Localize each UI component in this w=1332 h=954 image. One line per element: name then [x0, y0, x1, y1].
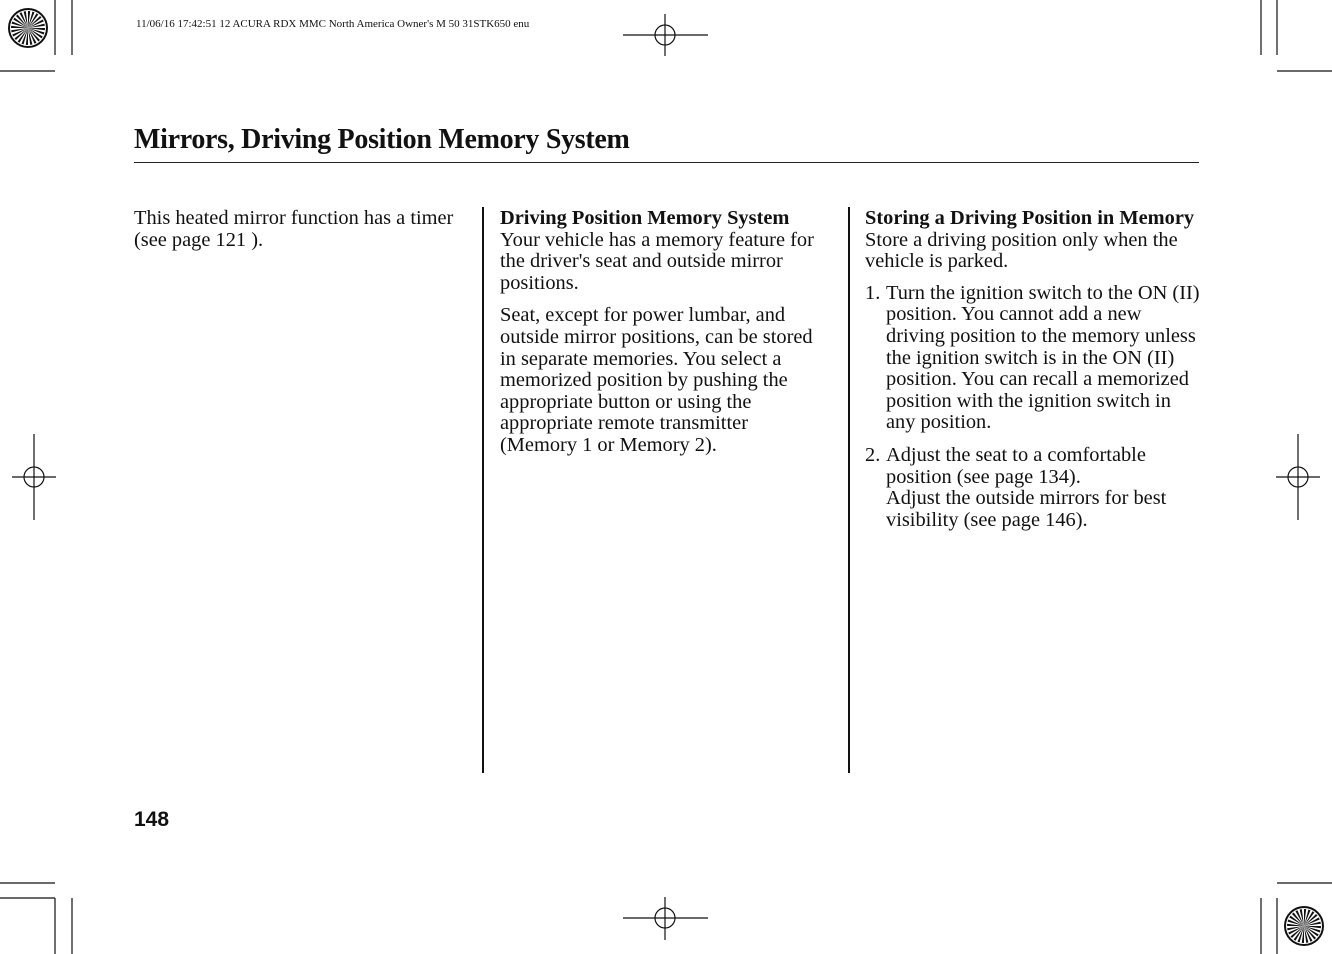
section-heading-memory-system: Driving Position Memory System [500, 207, 790, 229]
section-heading-storing-position: Storing a Driving Position in Memory [865, 207, 1195, 229]
registration-mark-bottom [623, 897, 708, 940]
step-text: Adjust the seat to a comfortable position (see page 134). [886, 443, 1146, 488]
registration-mark-top [623, 14, 708, 56]
step-1 [865, 283, 1203, 434]
registration-mark-left [12, 434, 56, 520]
step-text-secondary: Adjust the outside mirrors for best visibility (see page 146). [886, 487, 1167, 531]
title-divider [134, 162, 1199, 163]
registration-mark-right [1276, 434, 1320, 520]
column-divider-2 [848, 207, 850, 773]
memory-details-paragraph: Seat, except for power lumbar, and outside mirror positions, can be stored in separate memories. You select a memorized position by pushing the appropriate button or using the appropriate remote transmitter (Memory 1 or Memory 2). [500, 304, 813, 456]
step-2 [865, 445, 1203, 531]
storing-intro-paragraph: Store a driving position only when the vehicle is parked. [865, 228, 1178, 273]
starburst-mark-top-left [9, 9, 47, 47]
column-2 [500, 208, 830, 457]
step-text-group [886, 445, 1203, 531]
heated-mirror-note: This heated mirror function has a timer (see page 121 ). [134, 207, 454, 251]
step-number: 1. [865, 281, 881, 304]
column-3 [865, 208, 1203, 531]
column-divider-1 [482, 207, 484, 773]
print-stamp: 11/06/16 17:42:51 12 ACURA RDX MMC North America Owner's M 50 31STK650 enu [136, 18, 530, 30]
page-title: Mirrors, Driving Position Memory System [134, 124, 630, 155]
memory-intro-paragraph: Your vehicle has a memory feature for the driver's seat and outside mirror positions. [500, 228, 814, 294]
column-1 [134, 208, 469, 251]
page-number: 148 [134, 808, 170, 831]
step-text: Turn the ignition switch to the ON (II) position. You cannot add a new driving position to the memory unless the ignition switch is in the ON (II) position. You can recall a memorized position with the ignition switch in any position. [886, 281, 1200, 434]
starburst-mark-bottom-right [1285, 907, 1323, 945]
step-number: 2. [865, 443, 881, 466]
